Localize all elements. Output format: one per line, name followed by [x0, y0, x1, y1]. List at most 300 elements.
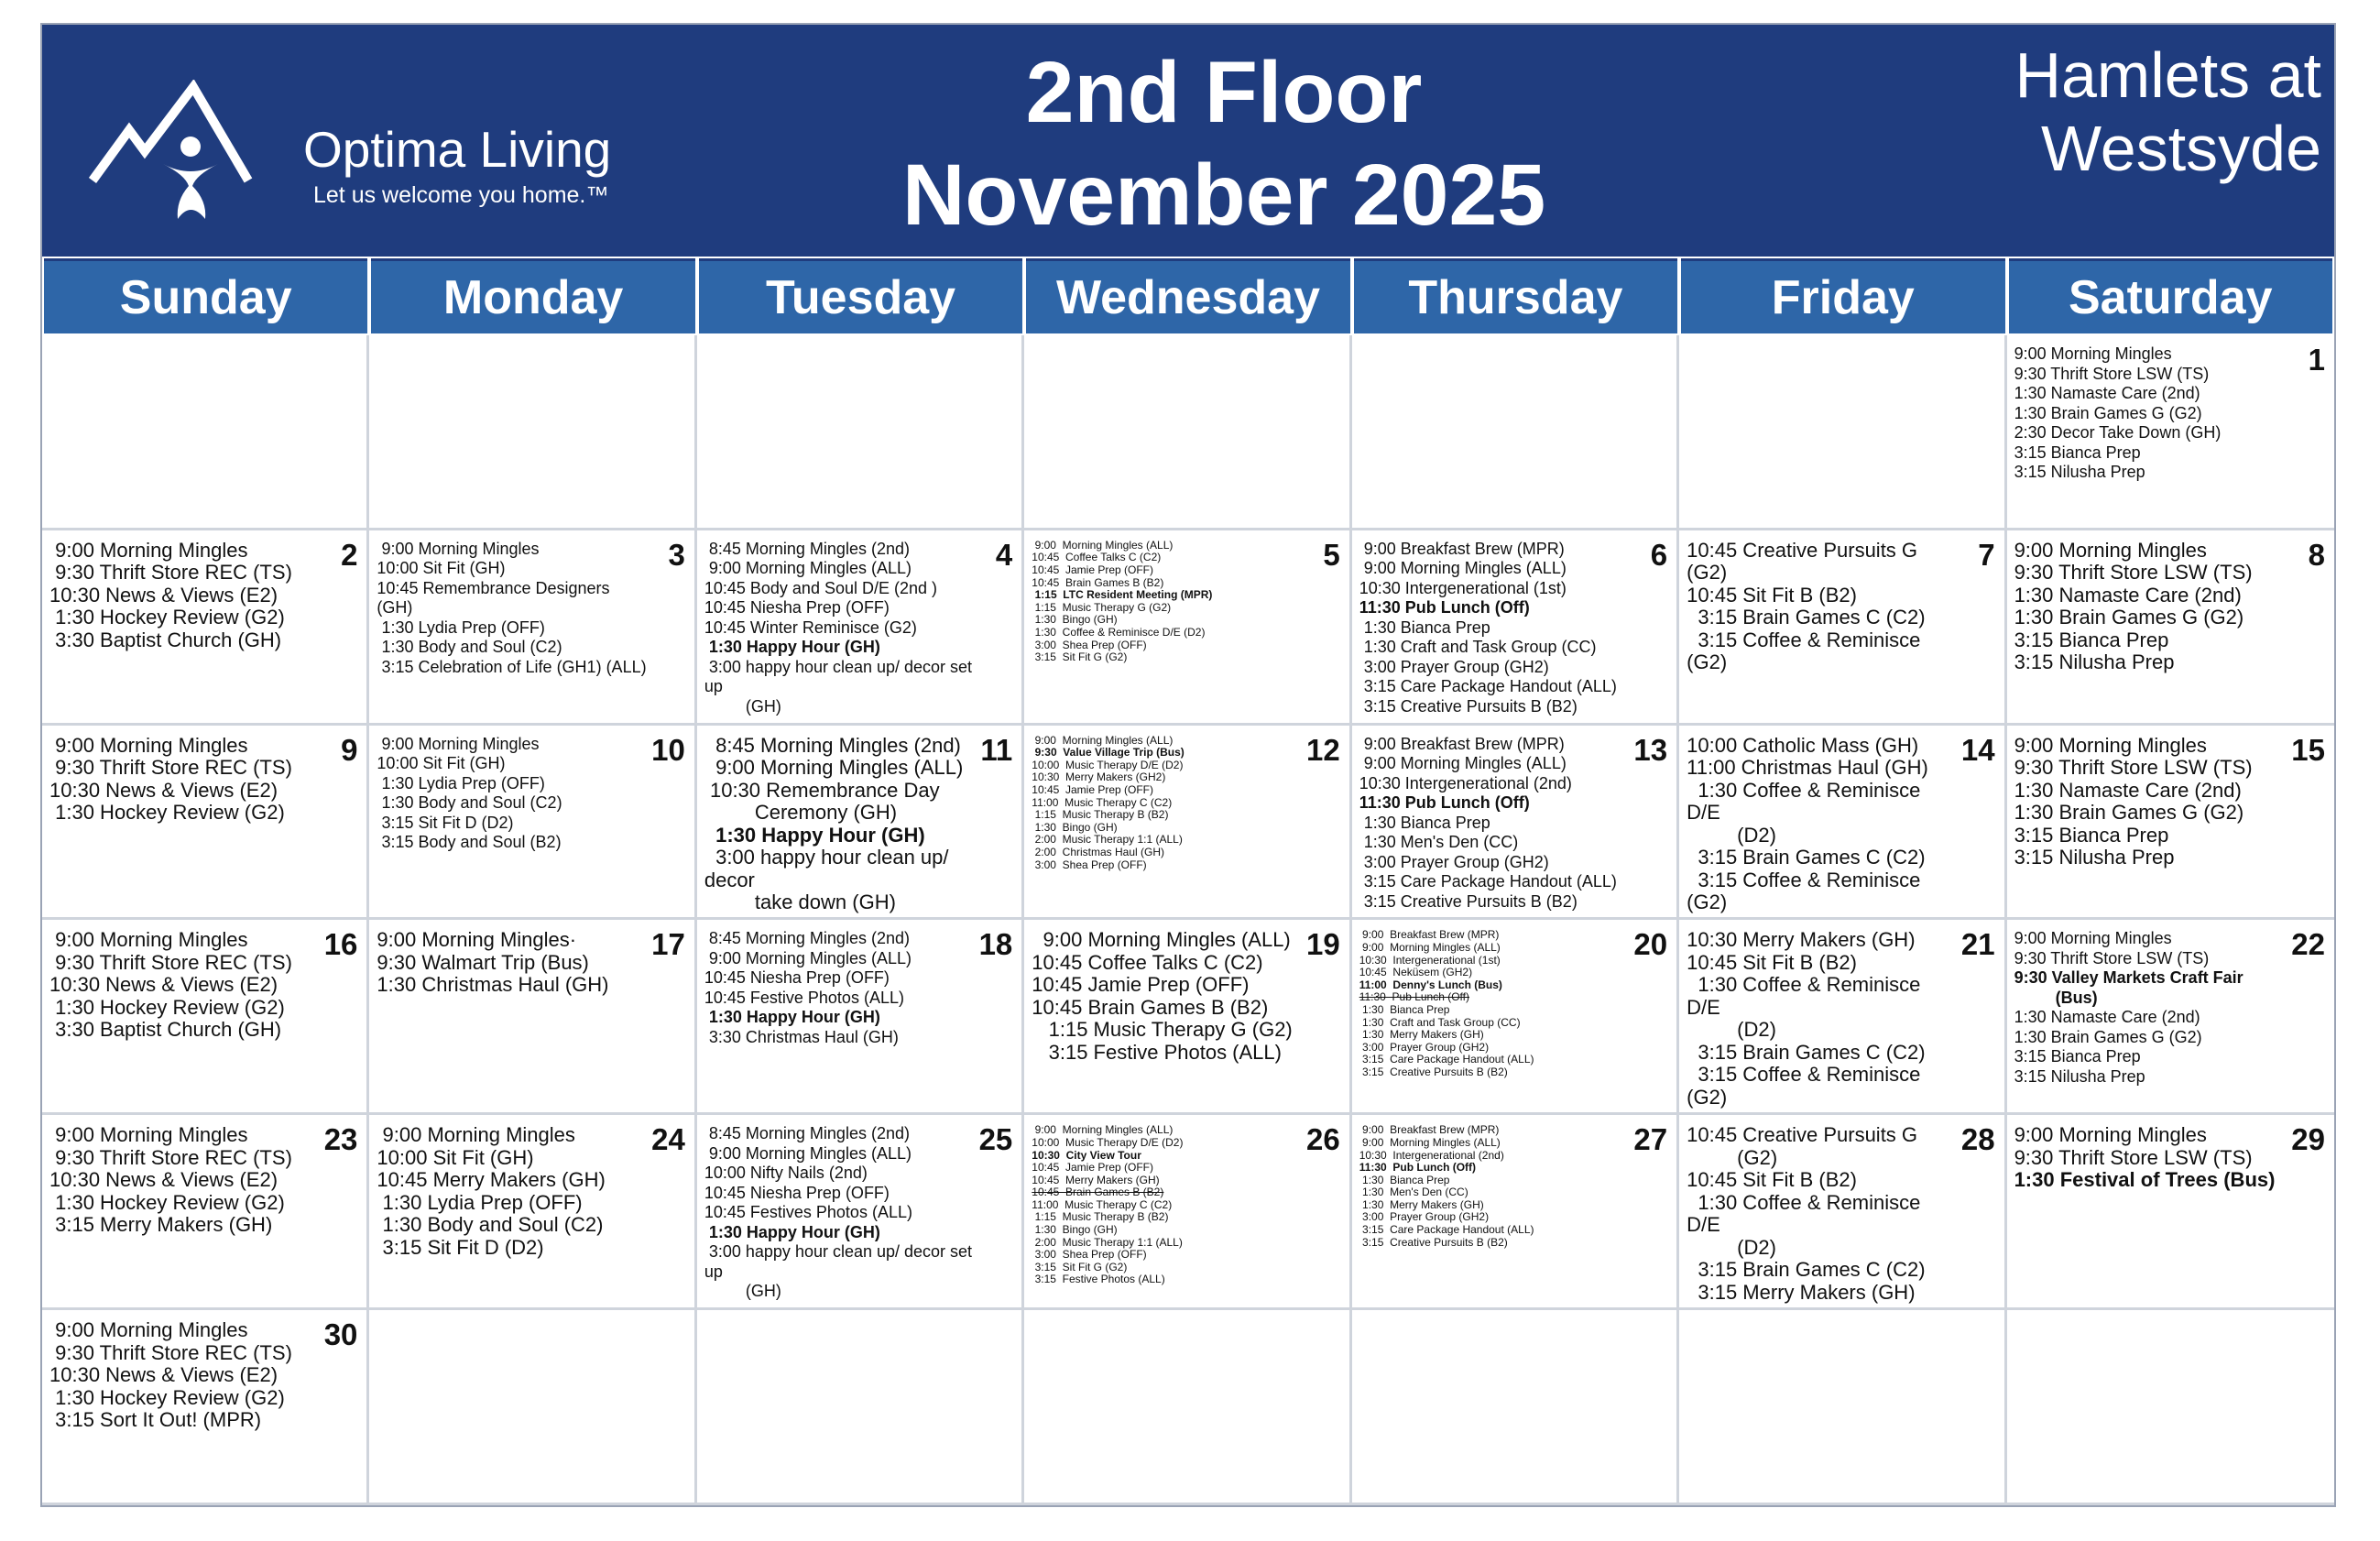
event-item: 1:30 Coffee & Reminisce D/E: [1687, 1190, 1927, 1237]
day-number: 28: [1960, 1122, 1995, 1157]
day-number: 8: [2308, 537, 2325, 572]
day-number: 10: [651, 732, 685, 767]
brand-name: Optima Living: [303, 121, 612, 178]
event-item: 10:45 Body and Soul D/E (2nd ): [704, 578, 938, 597]
event-item: 3:15 Sort It Out! (MPR): [49, 1408, 262, 1432]
brand-logo: [88, 80, 612, 226]
event-list: [2014, 1124, 2287, 1192]
weekday-header: [42, 258, 2334, 333]
event-item: 1:30 Coffee & Reminisce D/E: [1687, 778, 1927, 825]
day-cell-6: [1352, 530, 1679, 726]
event-item: 11:00 Music Therapy C (C2): [1032, 795, 1173, 809]
event-item: 1:30 Lydia Prep (OFF): [377, 773, 545, 792]
day-number: 12: [1305, 732, 1340, 767]
mountain-person-icon: [88, 80, 299, 226]
event-item: 9:00 Breakfast Brew (MPR): [1359, 1123, 1500, 1137]
day-number: 27: [1633, 1122, 1668, 1157]
event-item: (D2): [1687, 1018, 1776, 1042]
event-item: 2:00 Christmas Haul (GH): [1032, 846, 1164, 858]
day-number: 1: [2308, 343, 2325, 377]
event-item: 10:45 Jamie Prep (OFF): [1032, 1161, 1153, 1175]
event-list: [704, 735, 974, 914]
day-cell-17: [369, 920, 696, 1115]
event-item: 10:30 Remembrance Day: [704, 778, 940, 802]
day-cell-14: [1679, 726, 2006, 921]
event-item: (GH): [704, 1282, 781, 1301]
event-list: [49, 1319, 319, 1432]
day-number: 9: [341, 732, 358, 767]
day-number: 6: [1650, 537, 1668, 572]
day-number: 17: [651, 927, 685, 962]
day-cell-11: [697, 726, 1024, 921]
day-cell-21: [1679, 920, 2006, 1115]
event-item: 10:45 Coffee Talks C (C2): [1032, 551, 1162, 564]
calendar-grid: [42, 335, 2334, 1505]
event-item: 9:30 Thrift Store REC (TS): [49, 1340, 292, 1364]
event-item: 3:15 Brain Games C (C2): [1687, 1258, 1926, 1282]
empty-day-cell: [2007, 1310, 2334, 1505]
day-number: 11: [980, 732, 1013, 767]
event-item: 9:30 Thrift Store REC (TS): [49, 561, 292, 585]
event-item: (D2): [1687, 1235, 1776, 1259]
community-line-2: Westsyde: [2040, 113, 2321, 184]
event-item: 1:30 Namaste Care (2nd): [2014, 384, 2200, 402]
event-item: 9:00 Morning Mingles: [2014, 733, 2207, 757]
event-item: 9:30 Valley Markets Craft Fair: [2014, 968, 2244, 988]
event-item: 1:30 Hockey Review (G2): [49, 606, 285, 629]
event-item: 3:00 Prayer Group (GH2): [1359, 1040, 1490, 1054]
day-number: 21: [1960, 927, 1995, 962]
event-item: 1:30 Coffee & Reminisce D/E: [1687, 973, 1927, 1019]
weekday-saturday: Saturday: [2009, 258, 2332, 333]
event-item: 10:30 Merry Makers (GH): [1687, 928, 1916, 952]
event-list: [2014, 929, 2287, 1087]
event-item: 10:45 Festive Photos (ALL): [704, 988, 904, 1007]
event-item: 1:15 Music Therapy B (B2): [1032, 808, 1169, 822]
event-item: 3:15 Celebration of Life (GH1) (ALL): [377, 657, 647, 676]
event-item: 3:15 Sit Fit G (G2): [1032, 650, 1128, 664]
day-cell-28: [1679, 1115, 2006, 1310]
event-item: 9:30 Thrift Store LSW (TS): [2014, 948, 2210, 967]
event-item: 1:30 Lydia Prep (OFF): [377, 617, 545, 637]
event-item: 10:45 Neküsem (GH2): [1359, 966, 1473, 979]
event-item: 10:30 News & Views (E2): [49, 583, 278, 607]
empty-day-cell: [697, 1310, 1024, 1505]
event-list: [377, 735, 646, 853]
empty-day-cell: [369, 1310, 696, 1505]
event-item: 1:30 Namaste Care (2nd): [2014, 778, 2242, 802]
day-cell-19: [1024, 920, 1351, 1115]
event-item: 1:15 LTC Resident Meeting (MPR): [1032, 588, 1213, 602]
event-item: 9:00 Morning Mingles (ALL): [1032, 538, 1174, 552]
day-number: 29: [2291, 1122, 2325, 1157]
event-item: 3:15 Nilusha Prep: [2014, 463, 2145, 481]
day-cell-18: [697, 920, 1024, 1115]
event-item: 9:30 Thrift Store REC (TS): [49, 756, 292, 780]
event-item: 1:30 Bianca Prep: [1359, 813, 1490, 832]
event-item: 10:45 Niesha Prep (OFF): [704, 1183, 890, 1202]
event-item: 10:30 News & Views (E2): [49, 973, 278, 997]
event-item: 10:30 Intergenerational (1st): [1359, 953, 1501, 967]
day-cell-2: [42, 530, 369, 726]
day-number: 15: [2291, 732, 2325, 767]
event-item: 3:00 Prayer Group (GH2): [1359, 657, 1549, 676]
event-item: 10:45 Remembrance Designers (GH): [377, 578, 615, 617]
day-number: 18: [978, 927, 1013, 962]
event-item: 10:45 Sit Fit B (B2): [1687, 583, 1857, 607]
event-item: 3:15 Festive Photos (ALL): [1032, 1040, 1282, 1064]
event-item: 1:30 Bingo (GH): [1032, 1223, 1118, 1237]
event-item: 3:15 Care Package Handout (ALL): [1359, 1053, 1534, 1066]
event-item: 3:15 Body and Soul (B2): [377, 833, 562, 852]
day-cell-30: [42, 1310, 369, 1505]
title-floor: 2nd Floor: [1025, 44, 1423, 141]
event-item: 3:15 Care Package Handout (ALL): [1359, 677, 1617, 696]
day-cell-12: [1024, 726, 1351, 921]
event-item: 1:30 Namaste Care (2nd): [2014, 1008, 2200, 1027]
event-item: 9:00 Morning Mingles (ALL): [1359, 1135, 1501, 1149]
event-item: Ceremony (GH): [704, 801, 898, 825]
day-cell-4: [697, 530, 1024, 726]
weekday-friday: Friday: [1681, 258, 2004, 333]
day-cell-15: [2007, 726, 2334, 921]
day-number: 19: [1305, 927, 1340, 962]
event-item: 11:30 Pub Lunch (Off): [1359, 793, 1530, 813]
event-list: [1032, 540, 1301, 664]
event-item: 1:30 Happy Hour (GH): [704, 1008, 880, 1027]
event-item: 3:15 Brain Games C (C2): [1687, 606, 1926, 629]
event-item: 10:45 Creative Pursuits G: [1687, 1123, 1918, 1147]
event-list: [377, 540, 646, 678]
event-list: [1359, 735, 1629, 913]
event-item: 11:30 Pub Lunch (Off): [1359, 1161, 1477, 1175]
day-cell-27: [1352, 1115, 1679, 1310]
event-item: 3:15 Sit Fit D (D2): [377, 813, 514, 832]
event-item: 11:00 Music Therapy C (C2): [1032, 1197, 1173, 1211]
event-item: 1:30 Happy Hour (GH): [704, 638, 880, 657]
day-cell-7: [1679, 530, 2006, 726]
event-item: (GH): [704, 696, 781, 716]
event-item: 3:15 Coffee & Reminisce (G2): [1687, 868, 1927, 914]
event-list: [49, 929, 319, 1042]
event-item: 9:30 Thrift Store LSW (TS): [2014, 364, 2210, 383]
event-item: 10:00 Music Therapy D/E (D2): [1032, 1135, 1184, 1149]
event-item: 1:30 Body and Soul (C2): [377, 638, 562, 657]
event-item: 1:30 Hockey Review (G2): [49, 801, 285, 825]
event-item: 1:30 Craft and Task Group (CC): [1359, 638, 1597, 657]
event-item: 3:00 Prayer Group (GH2): [1359, 852, 1549, 871]
event-list: [1032, 735, 1301, 872]
event-item: 8:45 Morning Mingles (2nd): [704, 929, 910, 948]
empty-day-cell: [1679, 1310, 2006, 1505]
day-number: 4: [995, 537, 1013, 572]
event-item: 2:00 Music Therapy 1:1 (ALL): [1032, 1235, 1183, 1249]
event-item: 9:00 Breakfast Brew (MPR): [1359, 734, 1565, 753]
event-item: 11:30 Pub Lunch (Off): [1359, 598, 1530, 617]
event-item: 3:15 Bianca Prep: [2014, 1047, 2141, 1066]
event-item: 11:30 Pub Lunch (Off): [1359, 990, 1470, 1004]
page-title: [766, 41, 1682, 246]
event-list: [2014, 344, 2287, 483]
event-item: 9:00 Morning Mingles: [49, 1318, 248, 1342]
event-item: 1:30 Body and Soul (C2): [377, 1213, 604, 1237]
empty-day-cell: [697, 335, 1024, 530]
day-cell-5: [1024, 530, 1351, 726]
empty-day-cell: [1024, 335, 1351, 530]
event-list: [1032, 1124, 1301, 1286]
event-item: 3:15 Brain Games C (C2): [1687, 846, 1926, 869]
event-item: 10:45 Sit Fit B (B2): [1687, 1168, 1857, 1192]
event-list: [49, 540, 319, 652]
event-list: [1687, 929, 1956, 1109]
day-number: 25: [978, 1122, 1013, 1157]
event-item: 9:30 Thrift Store LSW (TS): [2014, 561, 2253, 585]
event-item: 3:15 Sit Fit G (G2): [1032, 1260, 1128, 1273]
event-item: 9:00 Morning Mingles (ALL): [1359, 941, 1501, 955]
event-item: 3:15 Nilusha Prep: [2014, 1066, 2145, 1086]
event-item: 9:30 Walmart Trip (Bus): [377, 950, 589, 974]
weekday-wednesday: Wednesday: [1026, 258, 1349, 333]
day-number: 7: [1978, 537, 1995, 572]
event-item: 10:00 Nifty Nails (2nd): [704, 1164, 868, 1183]
event-list: [1687, 540, 1956, 674]
day-cell-24: [369, 1115, 696, 1310]
event-item: 10:45 Merry Makers (GH): [377, 1168, 606, 1192]
event-item: 9:00 Morning Mingles: [49, 538, 248, 562]
day-cell-8: [2007, 530, 2334, 726]
event-item: 1:15 Music Therapy G (G2): [1032, 600, 1172, 614]
day-cell-16: [42, 920, 369, 1115]
event-item: 10:00 Sit Fit (GH): [377, 754, 506, 773]
event-item: 10:45 Brain Games B (B2): [1032, 995, 1269, 1019]
event-item: 10:00 Music Therapy D/E (D2): [1032, 758, 1184, 771]
event-item: 10:45 Merry Makers (GH): [1032, 1173, 1160, 1186]
event-item: 10:45 Brain Games B (B2): [1032, 1186, 1164, 1199]
event-item: 9:00 Breakfast Brew (MPR): [1359, 928, 1500, 942]
event-item: 3:00 happy hour clean up/ decor set up: [704, 657, 977, 696]
day-cell-26: [1024, 1115, 1351, 1310]
event-item: 9:00 Morning Mingles (ALL): [1359, 559, 1567, 578]
event-item: 3:30 Christmas Haul (GH): [704, 1027, 899, 1046]
event-item: 2:30 Decor Take Down (GH): [2014, 423, 2222, 442]
event-item: 9:00 Morning Mingles: [2014, 344, 2172, 363]
day-cell-10: [369, 726, 696, 921]
calendar-page: [40, 23, 2336, 1507]
event-item: 3:15 Care Package Handout (ALL): [1359, 1223, 1534, 1237]
title-month: November 2025: [901, 147, 1546, 244]
day-number: 20: [1633, 927, 1668, 962]
event-item: 1:30 Hockey Review (G2): [49, 995, 285, 1019]
event-item: 10:00 Sit Fit (GH): [377, 1145, 534, 1169]
event-item: 1:30 Hockey Review (G2): [49, 1385, 285, 1409]
event-item: 1:30 Merry Makers (GH): [1359, 1028, 1484, 1042]
event-item: 1:15 Music Therapy G (G2): [1032, 1018, 1293, 1042]
event-item: 10:45 Niesha Prep (OFF): [704, 598, 890, 617]
event-item: 9:00 Morning Mingles: [377, 539, 540, 558]
event-item: 10:45 Niesha Prep (OFF): [704, 968, 890, 988]
event-item: 10:30 News & Views (E2): [49, 1363, 278, 1387]
event-item: 3:00 Prayer Group (GH2): [1359, 1210, 1490, 1224]
event-item: 10:30 Intergenerational (1st): [1359, 578, 1567, 597]
event-item: 9:00 Morning Mingles: [49, 1123, 248, 1147]
day-number: 13: [1633, 732, 1668, 767]
event-item: 3:00 happy hour clean up/ decor set up: [704, 1242, 977, 1281]
event-list: [1687, 1124, 1956, 1304]
event-item: 9:30 Value Village Trip (Bus): [1032, 746, 1185, 760]
community-name: [1937, 38, 2321, 185]
event-item: 1:30 Bianca Prep: [1359, 1173, 1450, 1186]
day-number: 5: [1323, 537, 1340, 572]
event-item: 9:00 Morning Mingles: [49, 733, 248, 757]
community-line-1: Hamlets at: [2014, 39, 2321, 111]
event-item: 9:30 Thrift Store LSW (TS): [2014, 756, 2253, 780]
weekday-thursday: Thursday: [1354, 258, 1677, 333]
day-number: 22: [2291, 927, 2325, 962]
empty-day-cell: [1352, 335, 1679, 530]
event-item: take down (GH): [704, 891, 896, 914]
event-item: (G2): [1687, 1145, 1778, 1169]
event-item: 10:45 Jamie Prep (OFF): [1032, 783, 1153, 797]
event-item: 9:00 Morning Mingles: [49, 928, 248, 952]
event-item: 10:30 News & Views (E2): [49, 1168, 278, 1192]
event-item: 9:30 Thrift Store REC (TS): [49, 1145, 292, 1169]
event-item: 1:30 Happy Hour (GH): [704, 1222, 880, 1241]
day-number: 30: [323, 1317, 358, 1352]
event-item: 1:30 Happy Hour (GH): [704, 823, 925, 847]
event-list: [2014, 735, 2287, 869]
event-list: [1032, 929, 1301, 1064]
event-item: 3:15 Coffee & Reminisce (G2): [1687, 1063, 1927, 1109]
event-item: 3:15 Nilusha Prep: [2014, 650, 2175, 674]
event-item: 10:45 Winter Reminisce (G2): [704, 617, 917, 637]
event-item: 1:15 Music Therapy B (B2): [1032, 1210, 1169, 1224]
header-banner: [42, 25, 2334, 257]
event-item: 3:15 Brain Games C (C2): [1687, 1040, 1926, 1064]
event-item: 10:45 Jamie Prep (OFF): [1032, 563, 1153, 577]
event-item: 3:00 Shea Prep (OFF): [1032, 858, 1147, 871]
event-item: 3:15 Merry Makers (GH): [49, 1213, 273, 1237]
event-item: 9:00 Morning Mingles (ALL): [704, 756, 964, 780]
day-number: 16: [323, 927, 358, 962]
event-item: 1:30 Brain Games G (G2): [2014, 403, 2202, 422]
event-item: 11:00 Denny's Lunch (Bus): [1359, 978, 1502, 991]
event-item: 11:00 Christmas Haul (GH): [1687, 756, 1928, 780]
event-list: [1359, 1124, 1629, 1249]
weekday-sunday: Sunday: [44, 258, 367, 333]
weekday-tuesday: Tuesday: [699, 258, 1022, 333]
event-item: 1:30 Bianca Prep: [1359, 1003, 1450, 1017]
event-list: [1687, 735, 1956, 914]
event-item: 3:15 Bianca Prep: [2014, 823, 2169, 847]
event-item: 3:15 Sit Fit D (D2): [377, 1235, 544, 1259]
event-item: 1:30 Bingo (GH): [1032, 613, 1118, 627]
event-item: 10:30 Merry Makers (GH2): [1032, 770, 1166, 784]
event-item: 9:00 Morning Mingles: [377, 1123, 575, 1147]
day-cell-3: [369, 530, 696, 726]
event-item: 9:30 Thrift Store REC (TS): [49, 950, 292, 974]
event-item: 1:30 Brain Games G (G2): [2014, 606, 2244, 629]
event-item: 3:15 Bianca Prep: [2014, 443, 2141, 462]
event-item: 9:00 Morning Mingles (ALL): [704, 948, 912, 967]
event-item: 3:15 Creative Pursuits B (B2): [1359, 891, 1578, 911]
event-item: 1:30 Hockey Review (G2): [49, 1190, 285, 1214]
event-item: 8:45 Morning Mingles (2nd): [704, 539, 910, 558]
event-item: 10:00 Sit Fit (GH): [377, 559, 506, 578]
event-item: 1:30 Bianca Prep: [1359, 617, 1490, 637]
event-item: 3:15 Merry Makers (GH): [1687, 1280, 1916, 1304]
event-item: (D2): [1687, 823, 1776, 847]
event-item: 3:00 Shea Prep (OFF): [1032, 638, 1147, 651]
event-item: 1:30 Namaste Care (2nd): [2014, 583, 2242, 607]
event-item: (Bus): [2014, 988, 2098, 1007]
event-item: 3:15 Bianca Prep: [2014, 628, 2169, 651]
event-item: 1:30 Men's Den (CC): [1359, 1186, 1468, 1199]
event-item: 3:30 Baptist Church (GH): [49, 628, 282, 651]
event-item: 9:00 Morning Mingles (ALL): [704, 559, 912, 578]
day-number: 24: [651, 1122, 685, 1157]
event-item: 2:00 Music Therapy 1:1 (ALL): [1032, 833, 1183, 847]
event-list: [49, 735, 319, 825]
empty-day-cell: [42, 335, 369, 530]
brand-tagline: Let us welcome you home.™: [313, 182, 609, 208]
empty-day-cell: [369, 335, 696, 530]
event-item: 1:30 Brain Games G (G2): [2014, 801, 2244, 825]
event-item: 1:30 Festival of Trees (Bus): [2014, 1168, 2276, 1192]
event-item: 1:30 Craft and Task Group (CC): [1359, 1015, 1521, 1029]
event-item: 10:45 Jamie Prep (OFF): [1032, 973, 1250, 997]
event-item: 10:45 Festives Photos (ALL): [704, 1203, 912, 1222]
event-item: 9:00 Morning Mingles (ALL): [1032, 733, 1174, 747]
event-item: 9:00 Morning Mingles: [377, 734, 540, 753]
event-item: 9:00 Morning Mingles (ALL): [704, 1143, 912, 1163]
event-item: 10:45 Brain Games B (B2): [1032, 575, 1164, 589]
event-list: [377, 1124, 646, 1259]
day-cell-20: [1352, 920, 1679, 1115]
event-item: 3:30 Baptist Church (GH): [49, 1018, 282, 1042]
event-item: 10:30 City View Tour: [1032, 1148, 1141, 1162]
event-list: [49, 1124, 319, 1237]
event-item: 3:15 Nilusha Prep: [2014, 846, 2175, 869]
event-item: 1:30 Body and Soul (C2): [377, 793, 562, 813]
day-cell-25: [697, 1115, 1024, 1310]
event-list: [704, 539, 977, 717]
event-item: 3:15 Festive Photos (ALL): [1032, 1273, 1165, 1286]
event-item: 9:00 Morning Mingles (ALL): [1032, 928, 1291, 952]
event-item: 3:15 Care Package Handout (ALL): [1359, 872, 1617, 891]
event-item: 10:45 Sit Fit B (B2): [1687, 950, 1857, 974]
event-item: 10:45 Creative Pursuits G (G2): [1687, 538, 1924, 585]
event-item: 3:00 Shea Prep (OFF): [1032, 1248, 1147, 1262]
event-item: 1:30 Lydia Prep (OFF): [377, 1190, 583, 1214]
day-number: 26: [1305, 1122, 1340, 1157]
event-item: 10:00 Catholic Mass (GH): [1687, 733, 1919, 757]
day-number: 23: [323, 1122, 358, 1157]
event-item: 9:00 Morning Mingles: [2014, 538, 2207, 562]
event-item: 10:30 News & Views (E2): [49, 778, 278, 802]
event-item: 9:00 Morning Mingles·: [377, 928, 577, 952]
event-list: [1359, 540, 1629, 717]
event-item: 8:45 Morning Mingles (2nd): [704, 733, 961, 757]
event-item: 1:30 Brain Games G (G2): [2014, 1027, 2202, 1046]
event-item: 3:00 happy hour clean up/ decor: [704, 846, 955, 891]
event-list: [704, 1124, 977, 1302]
event-item: 9:00 Morning Mingles: [2014, 1123, 2207, 1147]
empty-day-cell: [1679, 335, 2006, 530]
event-item: 1:30 Coffee & Reminisce D/E (D2): [1032, 625, 1206, 639]
event-item: 10:30 Intergenerational (2nd): [1359, 773, 1572, 792]
day-number: 3: [668, 537, 685, 572]
event-item: 9:30 Thrift Store LSW (TS): [2014, 1145, 2253, 1169]
